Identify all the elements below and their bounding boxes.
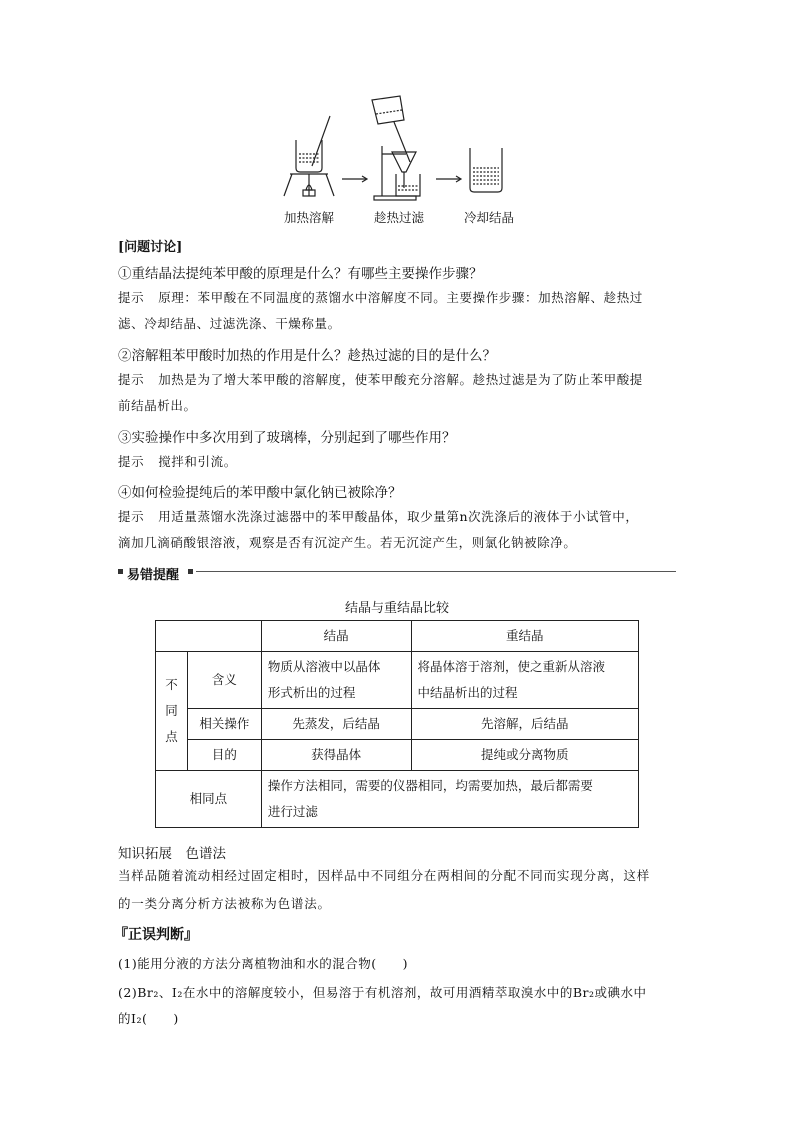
answer-1: [118, 285, 678, 337]
cell-text: 中结晶析出的过程: [417, 685, 518, 700]
question-4: ④如何检验提纯后的苯甲酸中氯化钠已被除净？: [118, 485, 402, 501]
answer-4-line-2: 滴加几滴硝酸银溶液，观察是否有沉淀产生。若无沉淀产生，则氯化钠被除净。: [118, 535, 577, 550]
judgement-item-2-line-2: 的I₂( ): [118, 1011, 179, 1026]
row-label-meaning: 含义: [187, 652, 261, 709]
answer-4: [118, 504, 678, 556]
judgement-item-2: [118, 980, 678, 1032]
cell-text: 操作方法相同，需要的仪器相同，均需要加热，最后都需要: [267, 778, 593, 793]
question-1: ①重结晶法提纯苯甲酸的原理是什么？有哪些主要操作步骤？: [118, 266, 483, 282]
table-header-row: [156, 621, 639, 652]
knowledge-line-1: 当样品随着流动相经过固定相时，因样品中不同组分在两相间的分配不同而实现分离，这样: [118, 868, 651, 883]
hint-label: 提示: [118, 372, 145, 387]
divider-line: [196, 571, 676, 572]
answer-2: [118, 367, 678, 419]
table-row: [156, 771, 639, 828]
answer-3: [118, 449, 678, 475]
judgement-item-2-line-1: (2)Br₂、I₂在水中的溶解度较小，但易溶于有机溶剂，故可用酒精萃取溴水中的Br₂或碘水中: [118, 985, 647, 1000]
answer-3-line-1: 搅拌和引流。: [158, 454, 237, 469]
answer-1-line-1: 原理：苯甲酸在不同温度的蒸馏水中溶解度不同。主要操作步骤：加热溶解、趁热过: [158, 290, 643, 305]
warning-bar: [118, 565, 676, 583]
table-row: [156, 652, 639, 709]
table-row: [156, 709, 639, 740]
cell-text: 将晶体溶于溶剂，使之重新从溶液: [417, 659, 606, 674]
table-title: 结晶与重结晶比较: [344, 601, 449, 616]
cell-similarities: [261, 771, 638, 828]
answer-2-line-2: 前结晶析出。: [118, 398, 197, 413]
question-3: ③实验操作中多次用到了玻璃棒，分别起到了哪些作用？: [118, 430, 456, 446]
table-corner-cell: [156, 621, 262, 652]
knowledge-line-2: 的一类分离分析方法被称为色谱法。: [118, 896, 331, 911]
cell-text: 物质从溶液中以晶体: [267, 659, 381, 674]
caption-cool-crystallize: 冷却结晶: [464, 210, 515, 225]
knowledge-body: [118, 862, 678, 918]
warning-title: 易错提醒: [127, 568, 180, 583]
cell-meaning-crystallization: [261, 652, 411, 709]
bullet-square-icon: [118, 569, 123, 574]
comparison-table: [155, 620, 639, 828]
bullet-square-icon: [188, 569, 193, 574]
cell-operation-recrystallization: 先溶解，后结晶: [411, 709, 639, 740]
caption-hot-filter: 趁热过滤: [374, 210, 425, 225]
judgement-item-1: (1)能用分液的方法分离植物油和水的混合物( ): [118, 956, 408, 971]
knowledge-title: 知识拓展 色谱法: [118, 846, 226, 862]
cell-meaning-recrystallization: [411, 652, 639, 709]
answer-4-line-1: 用适量蒸馏水洗涤过滤器中的苯甲酸晶体，取少量第n次洗涤后的液体于小试管中，: [158, 509, 639, 524]
hint-label: 提示: [118, 454, 145, 469]
cell-purpose-crystallization: 获得晶体: [261, 740, 411, 771]
hint-label: 提示: [118, 509, 145, 524]
apparatus-figure: [270, 92, 530, 208]
discussion-heading: [问题讨论]: [118, 240, 183, 255]
row-label-purpose: 目的: [187, 740, 261, 771]
table-row: [156, 740, 639, 771]
hint-label: 提示: [118, 290, 145, 305]
cell-purpose-recrystallization: 提纯或分离物质: [411, 740, 639, 771]
question-2: ②溶解粗苯甲酸时加热的作用是什么？趁热过滤的目的是什么？: [118, 348, 496, 364]
answer-2-line-1: 加热是为了增大苯甲酸的溶解度，使苯甲酸充分溶解。趁热过滤是为了防止苯甲酸提: [158, 372, 643, 387]
answer-1-line-2: 滤、冷却结晶、过滤洗涤、干燥称量。: [118, 316, 341, 331]
row-label-operation: 相关操作: [187, 709, 261, 740]
apparatus-illustration: [270, 92, 530, 208]
group-label-differences: 不同点: [156, 652, 188, 771]
header-recrystallization: 重结晶: [411, 621, 639, 652]
judgement-heading: 『正误判断』: [114, 927, 198, 943]
cell-text: 形式析出的过程: [267, 685, 356, 700]
caption-heat-dissolve: 加热溶解: [284, 210, 335, 225]
header-crystallization: 结晶: [261, 621, 411, 652]
cell-text: 进行过滤: [267, 804, 318, 819]
row-label-similarities: 相同点: [156, 771, 262, 828]
cell-operation-crystallization: 先蒸发，后结晶: [261, 709, 411, 740]
